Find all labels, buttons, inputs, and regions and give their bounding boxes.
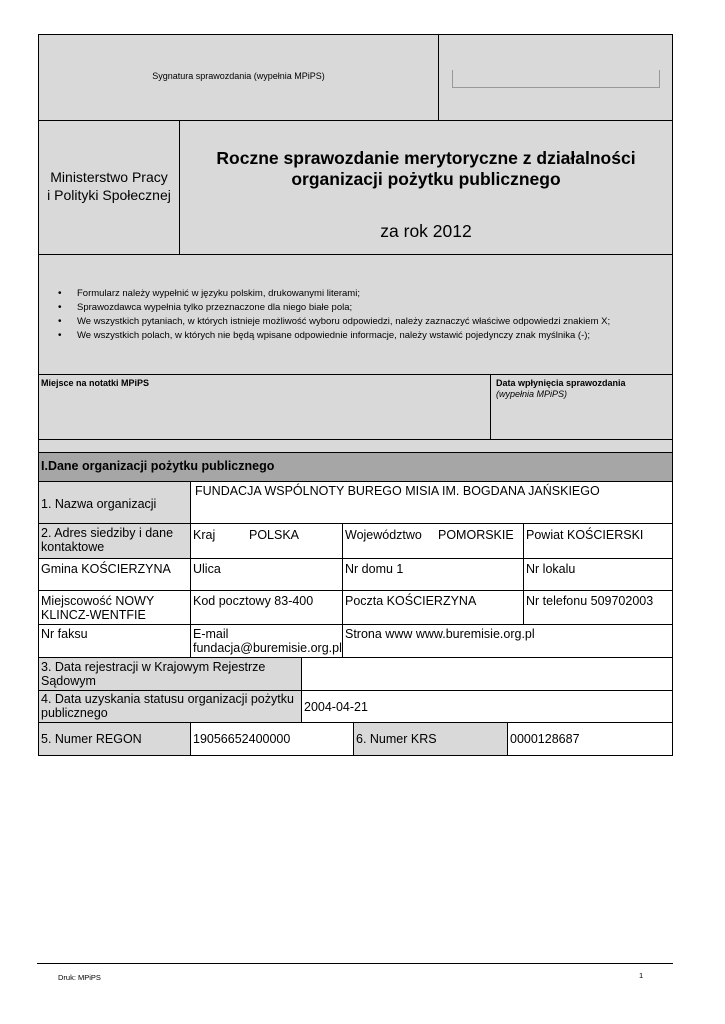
post-office-value: Poczta KOŚCIERZYNA: [345, 594, 477, 608]
krs-label-cell: [353, 722, 508, 756]
commune-cell[interactable]: [38, 558, 191, 591]
county-cell[interactable]: [523, 523, 673, 559]
email-cell[interactable]: [190, 624, 343, 658]
street-value: Ulica: [193, 562, 221, 576]
regon-value-cell[interactable]: [190, 722, 354, 756]
post-office-cell[interactable]: [342, 590, 524, 625]
fax-value: Nr faksu: [41, 627, 88, 641]
fax-cell[interactable]: [38, 624, 191, 658]
instruction-item: • We wszystkich polach, w których nie będą wpisane odpowiednie informacje, należy wstawić pojedynczy znak myślnika (-);: [39, 329, 672, 343]
postal-code-value: Kod pocztowy 83-400: [193, 594, 314, 608]
krs-label: 6. Numer KRS: [356, 732, 437, 746]
received-date-sub: (wypełnia MPiPS): [496, 389, 568, 399]
spacer-row: [38, 439, 673, 453]
received-date-box[interactable]: [490, 374, 673, 440]
signature-entry-box: [438, 34, 673, 121]
postal-code-cell[interactable]: [190, 590, 343, 625]
footer-divider: [37, 963, 673, 964]
phone-cell[interactable]: [523, 590, 673, 625]
instruction-item: • Formularz należy wypełnić w języku polskim, drukowanymi literami;: [39, 287, 672, 301]
opp-status-value-cell[interactable]: [301, 690, 673, 723]
krs-reg-value-cell[interactable]: [301, 657, 673, 691]
commune-value: Gmina KOŚCIERZYNA: [41, 562, 171, 576]
voivodeship-cell[interactable]: [342, 523, 524, 559]
voivodeship-label: Województwo: [345, 528, 422, 542]
opp-status-label-cell: [38, 690, 302, 723]
instructions-list: [39, 287, 672, 343]
website-cell[interactable]: [342, 624, 673, 658]
footer-print-label: Druk: MPiPS: [58, 973, 101, 982]
regon-label: 5. Numer REGON: [41, 732, 142, 746]
report-year: za rok 2012: [380, 221, 472, 241]
name-label: 1. Nazwa organizacji: [41, 497, 157, 511]
name-value-cell[interactable]: [190, 481, 673, 524]
report-title: Roczne sprawozdanie merytoryczne z działalności organizacji pożytku publicznego: [216, 148, 636, 189]
county-value: Powiat KOŚCIERSKI: [526, 528, 644, 542]
signature-entry-field[interactable]: [452, 70, 660, 88]
flat-no-cell[interactable]: [523, 558, 673, 591]
received-date-label: Data wpłynięcia sprawozdania: [496, 378, 626, 388]
krs-value: 0000128687: [510, 732, 580, 746]
phone-value: Nr telefonu 509702003: [526, 594, 654, 608]
instructions-box: [38, 254, 673, 375]
country-value: POLSKA: [249, 528, 300, 542]
website-value: Strona www www.buremisie.org.pl: [345, 627, 535, 641]
krs-reg-label: 3. Data rejestracji w Krajowym Rejestrze Sądowym: [41, 660, 266, 688]
signature-box: [38, 34, 439, 121]
regon-value: 19056652400000: [193, 732, 291, 746]
name-value: FUNDACJA WSPÓLNOTY BUREGO MISIA IM. BOGDANA JAŃSKIEGO: [195, 484, 600, 498]
town-value: Miejscowość NOWY KLINCZ-WENTFIE: [41, 594, 154, 622]
instruction-item: • Sprawozdawca wypełnia tylko przeznaczone dla niego białe pola;: [39, 301, 672, 315]
name-label-cell: [38, 481, 191, 524]
opp-status-value: 2004-04-21: [304, 700, 368, 714]
opp-status-label: 4. Data uzyskania statusu organizacji pożytku publicznego: [41, 692, 294, 720]
title-box: [179, 120, 673, 255]
house-no-value: Nr domu 1: [345, 562, 404, 576]
voivodeship-value: POMORSKIE: [438, 528, 514, 542]
regon-label-cell: [38, 722, 191, 756]
street-cell[interactable]: [190, 558, 343, 591]
address-label-cell: [38, 523, 191, 559]
address-label: 2. Adres siedziby i dane kontaktowe: [41, 526, 174, 554]
section-title-bar: [38, 452, 673, 482]
town-cell[interactable]: [38, 590, 191, 625]
country-label: Kraj: [193, 528, 216, 542]
instruction-item: • We wszystkich pytaniach, w których istnieje możliwość wyboru odpowiedzi, należy zaznaczyć właściwe odpowiedzi znakiem X;: [39, 315, 672, 329]
section-title: I.Dane organizacji pożytku publicznego: [41, 459, 275, 473]
page-number: 1: [639, 971, 644, 980]
signature-label: Sygnatura sprawozdania (wypełnia MPiPS): [152, 71, 325, 81]
house-no-cell[interactable]: [342, 558, 524, 591]
krs-reg-label-cell: [38, 657, 302, 691]
email-value: E-mail fundacja@buremisie.org.pl: [193, 627, 342, 655]
notes-box[interactable]: [38, 374, 491, 440]
flat-no-value: Nr lokalu: [526, 562, 576, 576]
country-cell[interactable]: [190, 523, 343, 559]
notes-label: Miejsce na notatki MPiPS: [41, 378, 150, 388]
krs-value-cell[interactable]: [507, 722, 673, 756]
ministry-name: Ministerstwo Pracy i Polityki Społecznej: [47, 169, 171, 203]
ministry-box: [38, 120, 180, 255]
